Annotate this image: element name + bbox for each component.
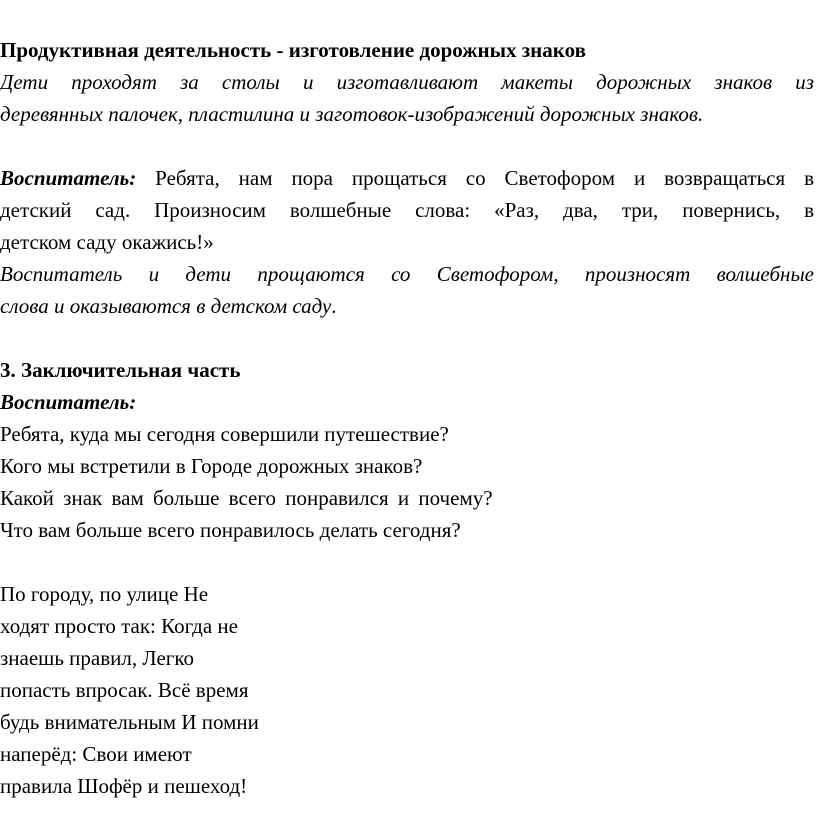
poem-line: По городу, по улице Не	[0, 582, 209, 606]
speech-paragraph-line: детском саду окажись!»	[0, 230, 214, 254]
question-line: Кого мы встретили в Городе дорожных знаков?	[0, 454, 423, 478]
question-line: Ребята, куда мы сегодня совершили путешествие?	[0, 422, 449, 446]
question-line: Что вам больше всего понравилось делать сегодня?	[0, 518, 461, 542]
stage-direction-line: Дети проходят за столы и изготавливают макеты дорожных знаков из	[0, 70, 814, 94]
stage-direction-line: Воспитатель и дети прощаются со Светофором, произносят волшебные	[0, 262, 814, 286]
poem-line: знаешь правил, Легко	[0, 646, 195, 670]
speech-paragraph-line: детский сад. Произносим волшебные слова: «Раз, два, три, повернись, в	[0, 198, 814, 222]
question-line: Какой знак вам больше всего понравился и почему?	[0, 486, 493, 510]
stage-direction-line	[0, 290, 337, 322]
stage-direction-text: слова и оказываются в детском саду	[0, 294, 332, 318]
poem-line: правила Шофёр и пешеход!	[0, 774, 248, 798]
section-heading-productive: Продуктивная деятельность - изготовление дорожных знаков	[0, 38, 586, 62]
speech-paragraph-line	[0, 162, 814, 194]
section-heading-conclusion: 3. Заключительная часть	[0, 358, 241, 382]
period: .	[331, 294, 337, 318]
speaker-label: Воспитатель:	[0, 166, 137, 190]
poem-line: будь внимательным И помни	[0, 710, 259, 734]
poem-line: попасть впросак. Всё время	[0, 678, 249, 702]
poem-line: наперёд: Свои имеют	[0, 742, 192, 766]
poem-line: ходят просто так: Когда не	[0, 614, 238, 638]
speech-text: Ребята, нам пора прощаться со Светофором и возвращаться в	[136, 166, 814, 190]
stage-direction-line: деревянных палочек, пластилина и заготовок-изображений дорожных знаков.	[0, 102, 704, 126]
speaker-label: Воспитатель:	[0, 390, 137, 414]
